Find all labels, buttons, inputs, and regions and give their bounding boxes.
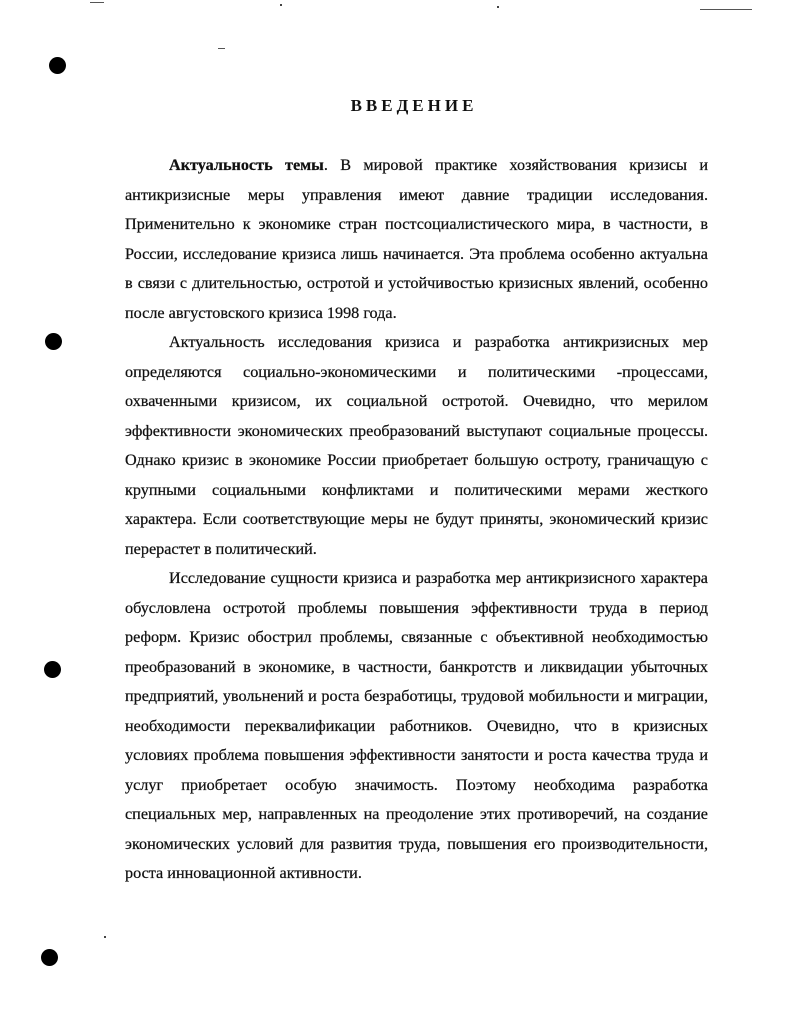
body-text xyxy=(125,151,708,889)
punch-hole-2 xyxy=(45,333,62,350)
scan-artifact-line xyxy=(90,2,104,3)
paragraph-lead: Актуальность темы xyxy=(169,156,324,174)
paragraph-text: . В мировой практике хозяйствования кризисы и антикризисные меры управления имеют давние традиции исследования. Применительно к экономике стран постсоциалистического мира, в частности, в России, исследование кризиса лишь начинается. Эта проблема особенно актуальна в связи с длительностью, остротой и устойчивостью кризисных явлений, особенно после августовского кризиса 1998 года. xyxy=(125,156,708,322)
scan-artifact-dot xyxy=(104,936,106,938)
scan-artifact-dot xyxy=(280,4,282,6)
scan-artifact-line xyxy=(700,9,752,10)
punch-hole-1 xyxy=(49,57,66,74)
scan-artifact-dot xyxy=(497,6,499,8)
page-title: ВВЕДЕНИЕ xyxy=(350,96,478,115)
paragraph-1 xyxy=(125,151,708,328)
punch-hole-3 xyxy=(44,661,61,678)
paragraph-3: Исследование сущности кризиса и разработка мер антикризисного характера обусловлена остротой проблемы повышения эффективности труда в период реформ. Кризис обострил проблемы, связанные с объективной необходимостью преобразований в экономике, в частности, банкротств и ликвидации убыточных предприятий, увольнений и роста безработицы, трудовой мобильности и миграции, необходимости переквалификации работников. Очевидно, что в кризисных условиях проблема повышения эффективности занятости и роста качества труда и услуг приобретает особую значимость. Поэтому необходима разработка специальных мер, направленных на преодоление этих противоречий, на создание экономических условий для развития труда, повышения его производительности, роста инновационной активности. xyxy=(125,569,708,882)
paragraph-2: Актуальность исследования кризиса и разработка антикризисных мер определяются социально-экономическими и политическими -процессами, охваченными кризисом, их социальной остротой. Очевидно, что мерилом эффективности экономических преобразований выступают социальные процессы. Однако кризис в экономике России приобретает большую остроту, граничащую с крупными социальными конфликтами и политическими мерами жесткого характера. Если соответствующие меры не будут приняты, экономический кризис перерастет в политический. xyxy=(125,333,708,558)
punch-hole-4 xyxy=(41,949,58,966)
scan-artifact-line xyxy=(218,48,225,49)
